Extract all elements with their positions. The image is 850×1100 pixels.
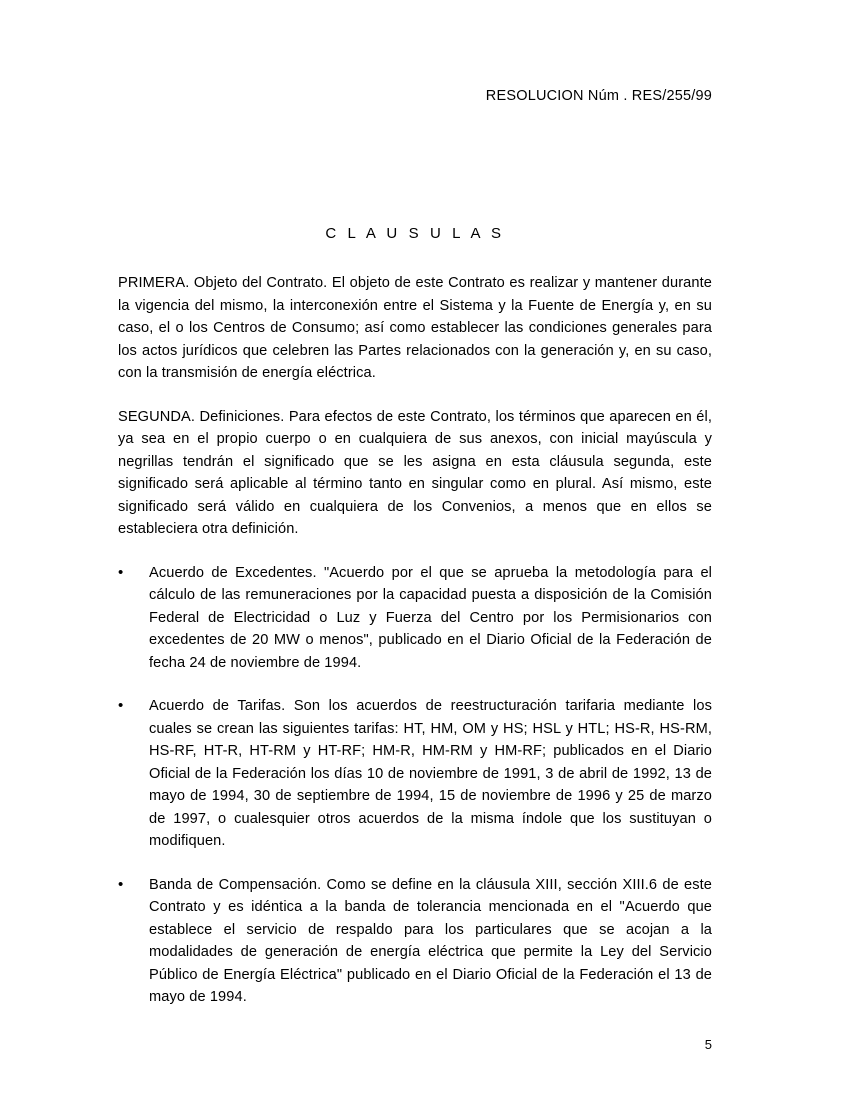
list-item-text: Acuerdo de Tarifas. Son los acuerdos de reestructuración tarifaria mediante los cuales se crean las siguientes tarifas: HT, HM, OM y HS; HSL y HTL; HS-R, HS-RM, HS-RF, HT-R, HT-RM y HT-RF; HM-R, HM-RM y HM-RF; publicados en el Diario Oficial de la Federación los días 10 de noviembre de 1991, 3 de abril de 1992, 13 de mayo de 1994, 30 de septiembre de 1994, 15 de noviembre de 1996 y 25 de marzo de 1997, o cualesquier otros acuerdos de la misma índole que los sustituyan o modifiquen. (149, 698, 712, 849)
paragraph-primera: PRIMERA. Objeto del Contrato. El objeto de este Contrato es realizar y mantener durante la vigencia del mismo, la interconexión entre el Sistema y la Fuente de Energía y, en su caso, el o los Centros de Consumo; así como establecer las condiciones generales para los actos jurídicos que celebren las Partes relacionados con la generación y, en su caso, con la transmisión de energía eléctrica. (118, 275, 712, 381)
document-body (118, 225, 712, 1030)
bullet-icon: • (118, 875, 124, 893)
bullet-icon: • (118, 697, 124, 714)
list-item (118, 695, 712, 853)
list-item (118, 874, 712, 1009)
list-item (118, 562, 712, 675)
document-header: RESOLUCION Núm . RES/255/99 (485, 88, 712, 104)
list-item-text: Acuerdo de Excedentes. "Acuerdo por el que se aprueba la metodología para el cálculo de las remuneraciones por la capacidad puesta a disposición de la Comisión Federal de Electricidad o Luz y Fuerza del Centro por los Permisionarios con excedentes de 20 MW o menos", publicado en el Diario Oficial de la Federación de fecha 24 de noviembre de 1994. (149, 564, 712, 671)
definitions-list (118, 562, 712, 1009)
list-item-text: Banda de Compensación. Como se define en la cláusula XIII, sección XIII.6 de este Contrato y es idéntica a la banda de tolerancia mencionada en el "Acuerdo que establece el servicio de respaldo para los particulares que se acojan a la modalidades de generación de energía eléctrica que permite la Ley del Servicio Público de Energía Eléctrica" publicado en el Diario Oficial de la Federación el 13 de mayo de 1994. (149, 876, 712, 1005)
page-number: 5 (704, 1037, 712, 1052)
page-title: C L A U S U L A S (325, 225, 505, 242)
paragraph-segunda: SEGUNDA. Definiciones. Para efectos de este Contrato, los términos que aparecen en él, ya sea en el propio cuerpo o en cualquiera de sus anexos, con inicial mayúscula y negrillas tendrán el significado que se les asigna en esta cláusula segunda, este significado será aplicable al término tanto en singular como en plural. Así mismo, este significado será válido en cualquiera de los Convenios, a menos que en ellos se estableciera otra definición. (118, 408, 712, 537)
bullet-icon: • (118, 563, 124, 581)
